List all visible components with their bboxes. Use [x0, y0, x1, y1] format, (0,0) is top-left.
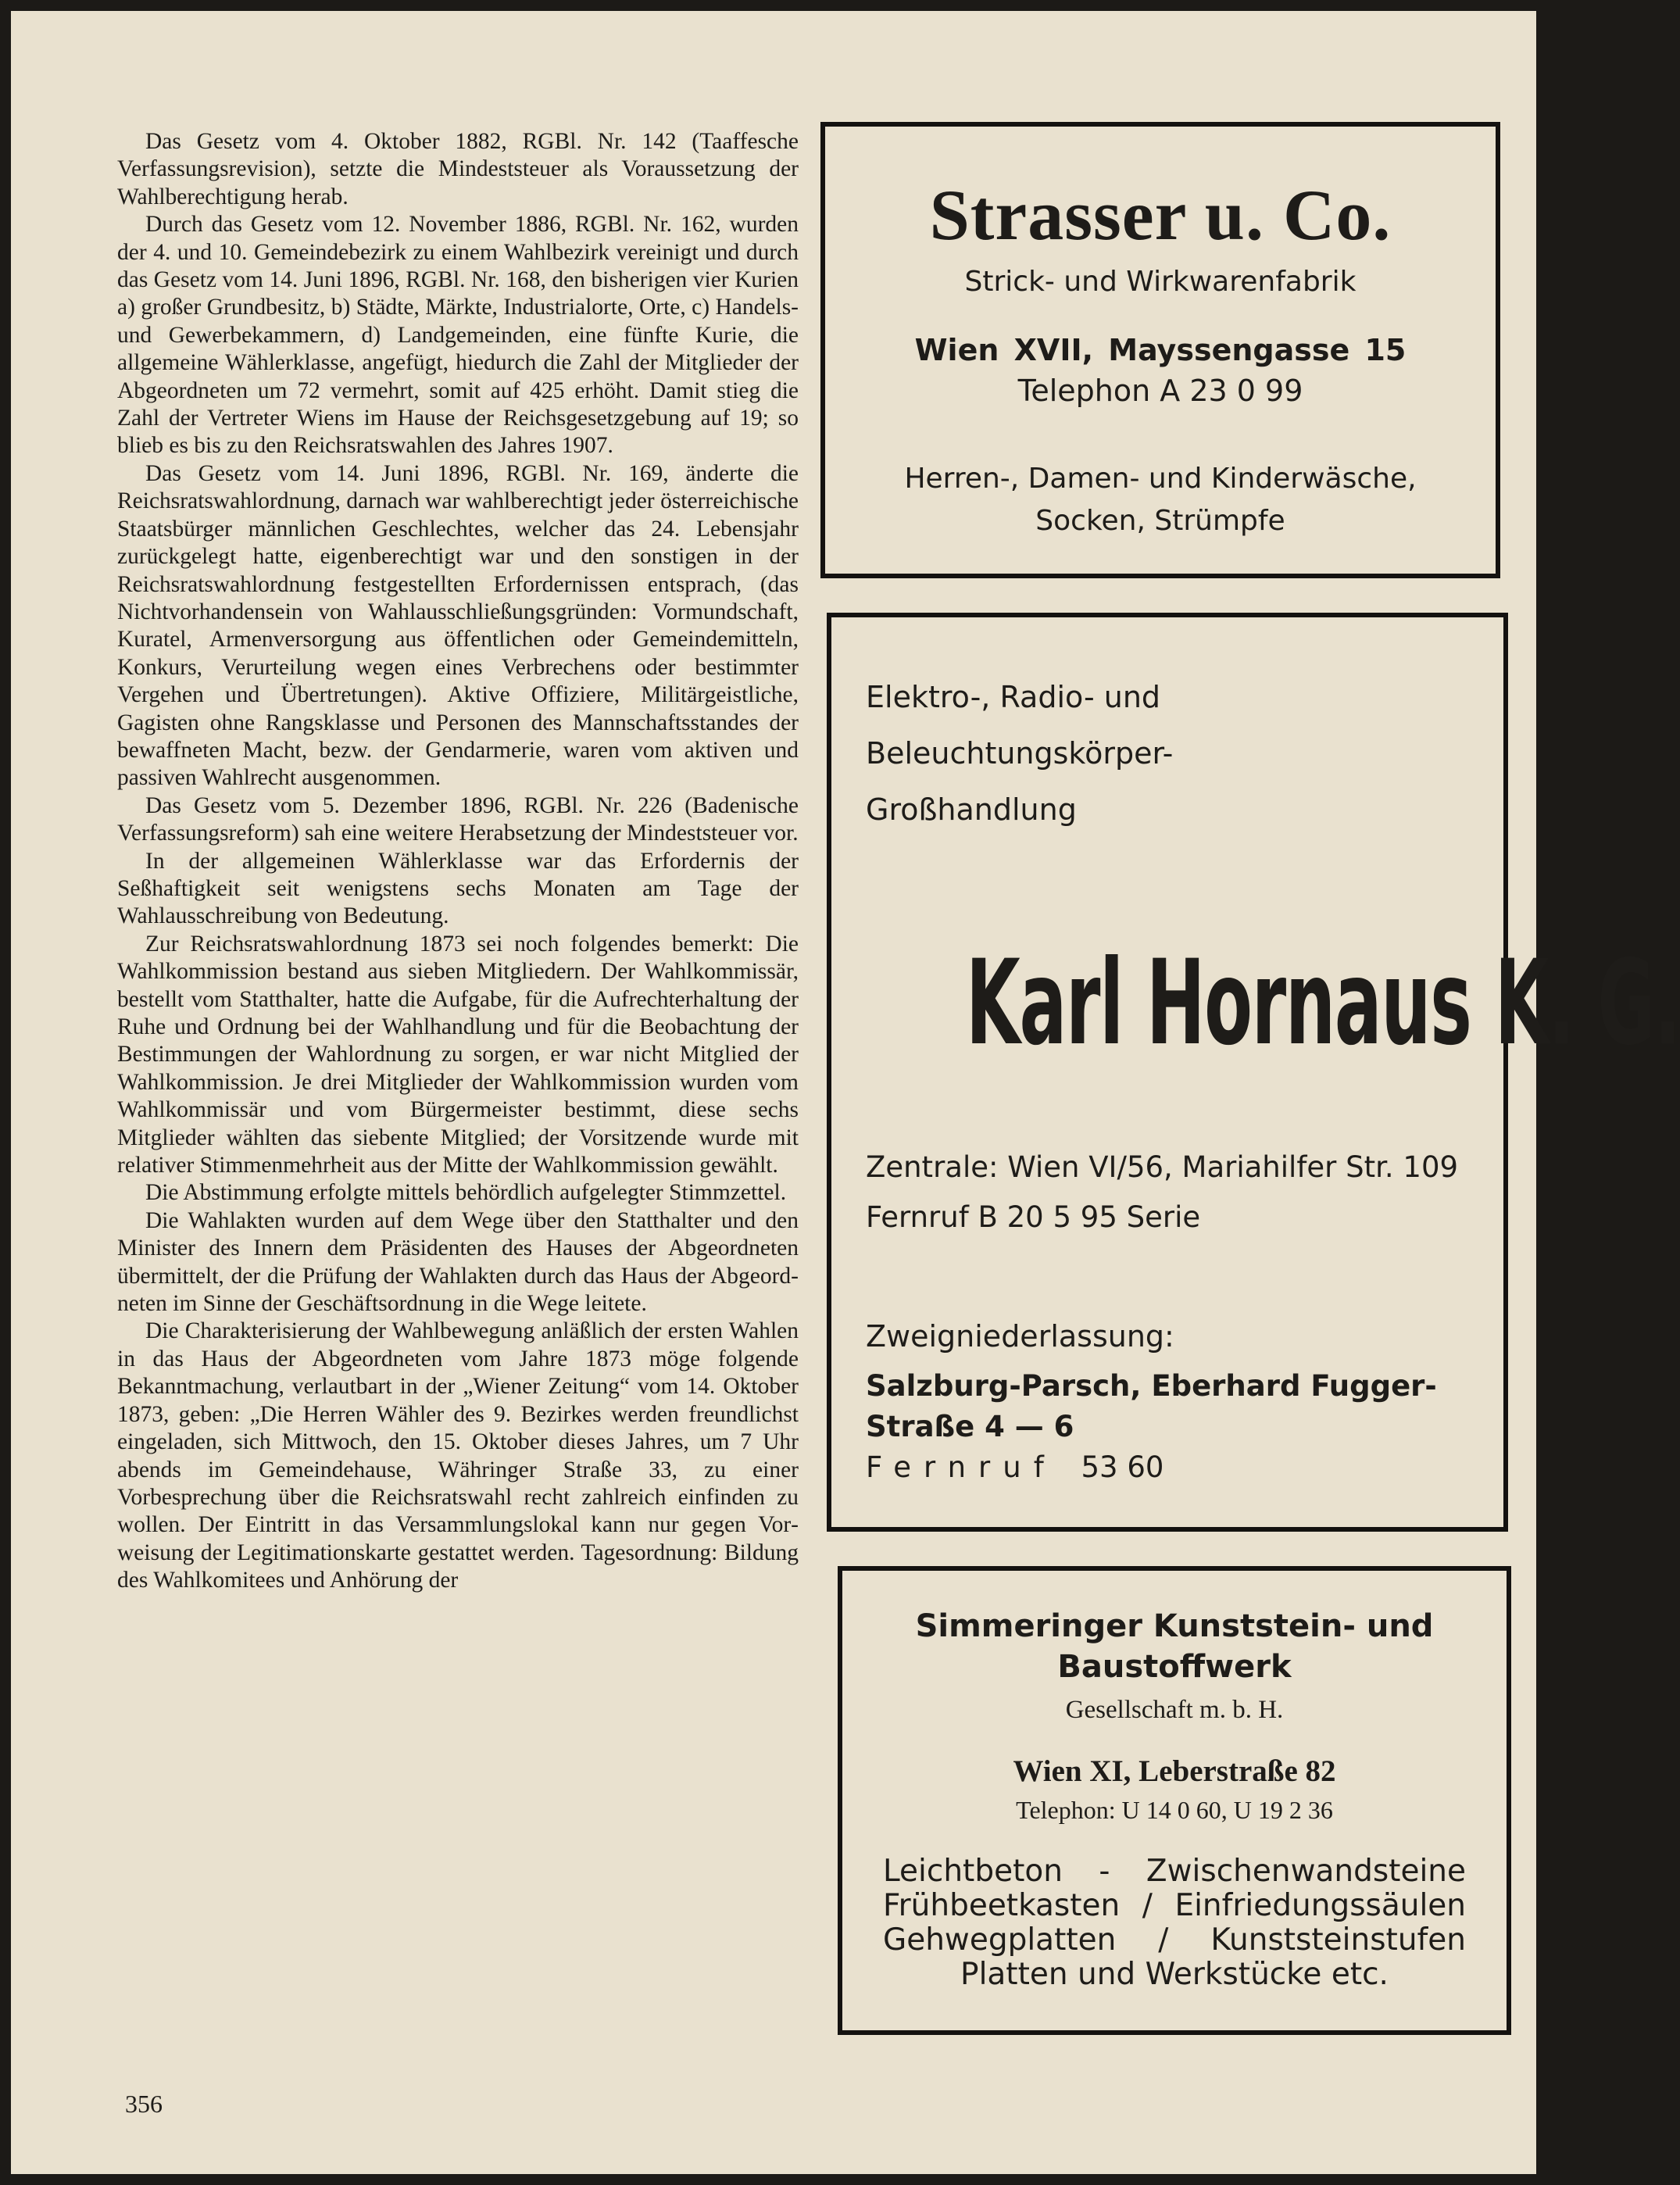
ad-strasser-line1: Strick- und Wirkwarenfabrik [964, 266, 1357, 298]
ad-simmeringer-product: Gehwegplatten / Kunststeinstufen [883, 1922, 1466, 1958]
paragraph: Das Gesetz vom 14. Juni 1896, RGBl. Nr. 169, änderte die Reichsratswahlordnung, darnach war wahlberechtigt jeder österreichische Staatsbürger männlichen Geschlechtes, welcher das 24. Lebensjahr zurückgelegt hatte, eigenberechtigt war und den sonstigen in der Reichsratswahlordnung festgestellten Erfordernissen entsprach, (das Nichtvorhandensein von Wahlausschließungsgründen: Vormundschaft, Kuratel, Armenversorgung aus öffentlichen oder Gemeindemitteln, Konkurs, Verurteilung wegen eines Verbrechens oder bestimmter Vergehen und Übertretungen). Aktive Offiziere, Militärgeistliche, Gagisten ohne Rangsklasse und Personen des Mannschaftsstandes der bewaffneten Macht, bezw. der Gendarmerie, waren vom aktiven und passiven Wahlrecht ausgenommen. [117, 460, 799, 791]
ad-hornaus-phone: Fernruf B 20 5 95 Serie [866, 1200, 1201, 1234]
ad-strasser-name: Strasser u. Co. [929, 175, 1392, 255]
ad-hornaus-name: Karl Hornaus K. G. [966, 935, 1680, 1071]
ad-strasser-address: Wien XVII, Mayssengasse 15 [914, 333, 1407, 367]
page-number: 356 [125, 2090, 163, 2118]
paragraph: Das Gesetz vom 5. Dezember 1896, RGBl. Nr. 226 (Badenische Verfassungsreform) sah eine weitere Herabsetzung der Mindeststeuer vor. [117, 792, 799, 846]
paragraph: Zur Reichsratswahlordnung 1873 sei noch folgendes bemerkt: Die Wahlkommission bestand aus sieben Mitgliedern. Der Wahlkommissär, bestellt vom Statthalter, hatte die Aufgabe, für die Aufrechterhaltung der Ruhe und Ordnung bei der Wahlhandlung und für die Beobachtung der Bestimmungen der Wahlordnung zu sorgen, er war nicht Mitglied der Wahlkommission. Je drei Mitglieder der Wahlkommission wurden vom Wahlkommissär und vom Bürgermeister bestimmt, diese sechs Mitglieder wählten das siebente Mitglied; der Vorsitzende wurde mit relativer Stimmenmehrheit aus der Mitte der Wahlkommission gewählt. [117, 931, 799, 1178]
paragraph: Die Charakterisierung der Wahlbewegung anläßlich der ersten Wahlen in das Haus der Abgeordneten vom Jahre 1873 möge folgende Bekanntmachung, verlautbart in der „Wiener Zeitung“ vom 14. Oktober 1873, geben: „Die Herren Wähler des 9. Bezirkes werden freundlichst eingeladen, sich Mittwoch, den 15. Oktober dieses Jahres, um 7 Uhr abends im Gemeindehause, Währinger Straße 33, zu einer Vorbesprechung über die Reichsratswahl recht zahlreich einfinden zu wollen. Der Eintritt in das Versammlungslokal kann nur gegen Vorweisung der Legitimationskarte gestattet werden. Tagesordnung: Bildung des Wahlkomitees und Anhörung der [117, 1318, 799, 1593]
ad-hornaus-branch-addr2: Straße 4 — 6 [866, 1410, 1074, 1443]
ad-hornaus-branch-addr1: Salzburg-Parsch, Eberhard Fugger- [866, 1369, 1437, 1403]
article-text [117, 128, 799, 1595]
ad-simmeringer-company: Gesellschaft m. b. H. [1065, 1696, 1284, 1724]
ad-simmeringer-phone: Telephon: U 14 0 60, U 19 2 36 [1016, 1796, 1333, 1824]
ad-hornaus-line1: Elektro-, Radio- und [866, 680, 1161, 714]
ad-hornaus-branch-phone-row [866, 1450, 1163, 1484]
paragraph: In der allgemeinen Wählerklasse war das Erfordernis der Seßhaftigkeit seit wenigstens sechs Monaten am Tage der Wahlausschreibung von Bedeutung. [117, 848, 799, 929]
ad-strasser-phone: Telephon A 23 0 99 [1017, 374, 1303, 408]
ad-simmeringer-product: Platten und Werkstücke etc. [960, 1957, 1389, 1992]
ad-hornaus [827, 613, 1680, 1532]
ad-simmeringer-address: Wien XI, Leberstraße 82 [1013, 1754, 1336, 1788]
ad-simmeringer-name1: Simmeringer Kunststein- und [915, 1608, 1434, 1644]
ad-strasser [820, 122, 1500, 578]
ad-hornaus-line3: Großhandlung [866, 792, 1077, 827]
paragraph: Die Abstimmung erfolgte mittels behördlich aufgelegter Stimmzettel. [145, 1180, 787, 1206]
paragraph: Das Gesetz vom 4. Oktober 1882, RGBl. Nr. 142 (Taaffesche Verfassungsrevision), setzte die Mindeststeuer als Voraussetzung der Wahlberechtigung herab. [117, 129, 799, 209]
ad-hornaus-branch-phone: 53 60 [1081, 1450, 1164, 1484]
ad-strasser-products2: Socken, Strümpfe [1035, 505, 1285, 537]
ad-hornaus-line2: Beleuchtungskörper- [866, 736, 1174, 771]
ad-simmeringer [838, 1566, 1511, 2035]
page [11, 11, 1680, 2174]
ad-hornaus-central: Zentrale: Wien VI/56, Mariahilfer Str. 109 [866, 1150, 1459, 1184]
ad-hornaus-branch-label: Zweigniederlassung: [866, 1319, 1174, 1354]
ad-hornaus-branch-phone-label: Fernruf [866, 1450, 1056, 1484]
paragraph: Die Wahlakten wurden auf dem Wege über den Statthalter und den Minister des Innern dem Präsidenten des Hauses der Abgeordneten übermittelt, der die Prüfung der Wahlakten durch das Haus der Abgeordneten im Sinne der Geschäftsordnung in die Wege leitete. [117, 1207, 799, 1317]
ad-strasser-products1: Herren-, Damen- und Kinderwäsche, [904, 463, 1417, 495]
paragraph: Durch das Gesetz vom 12. November 1886, RGBl. Nr. 162, wurden der 4. und 10. Gemeindebezirk zu einem Wahlbezirk vereinigt und durch das Gesetz vom 14. Juni 1896, RGBl. Nr. 168, den bisherigen vier Kurien a) großer Grundbesitz, b) Städte, Märkte, Industrialorte, Orte, c) Handels- und Gewerbekammern, d) Landgemeinden, eine fünfte Kurie, die allgemeine Wählerklasse, angefügt, hiedurch die Zahl der Mitglieder der Abgeordneten um 72 vermehrt, somit auf 425 erhöht. Damit stieg die Zahl der Vertreter Wiens im Hause der Reichsgesetzgebung auf 19; so blieb es bis zu den Reichsratswahlen des Jahres 1907. [117, 212, 799, 459]
ad-simmeringer-product: Leichtbeton - Zwischenwandsteine [883, 1854, 1466, 1889]
ad-simmeringer-product: Frühbeetkasten / Einfriedungssäulen [883, 1888, 1466, 1923]
ad-simmeringer-name2: Baustoffwerk [1057, 1649, 1292, 1685]
